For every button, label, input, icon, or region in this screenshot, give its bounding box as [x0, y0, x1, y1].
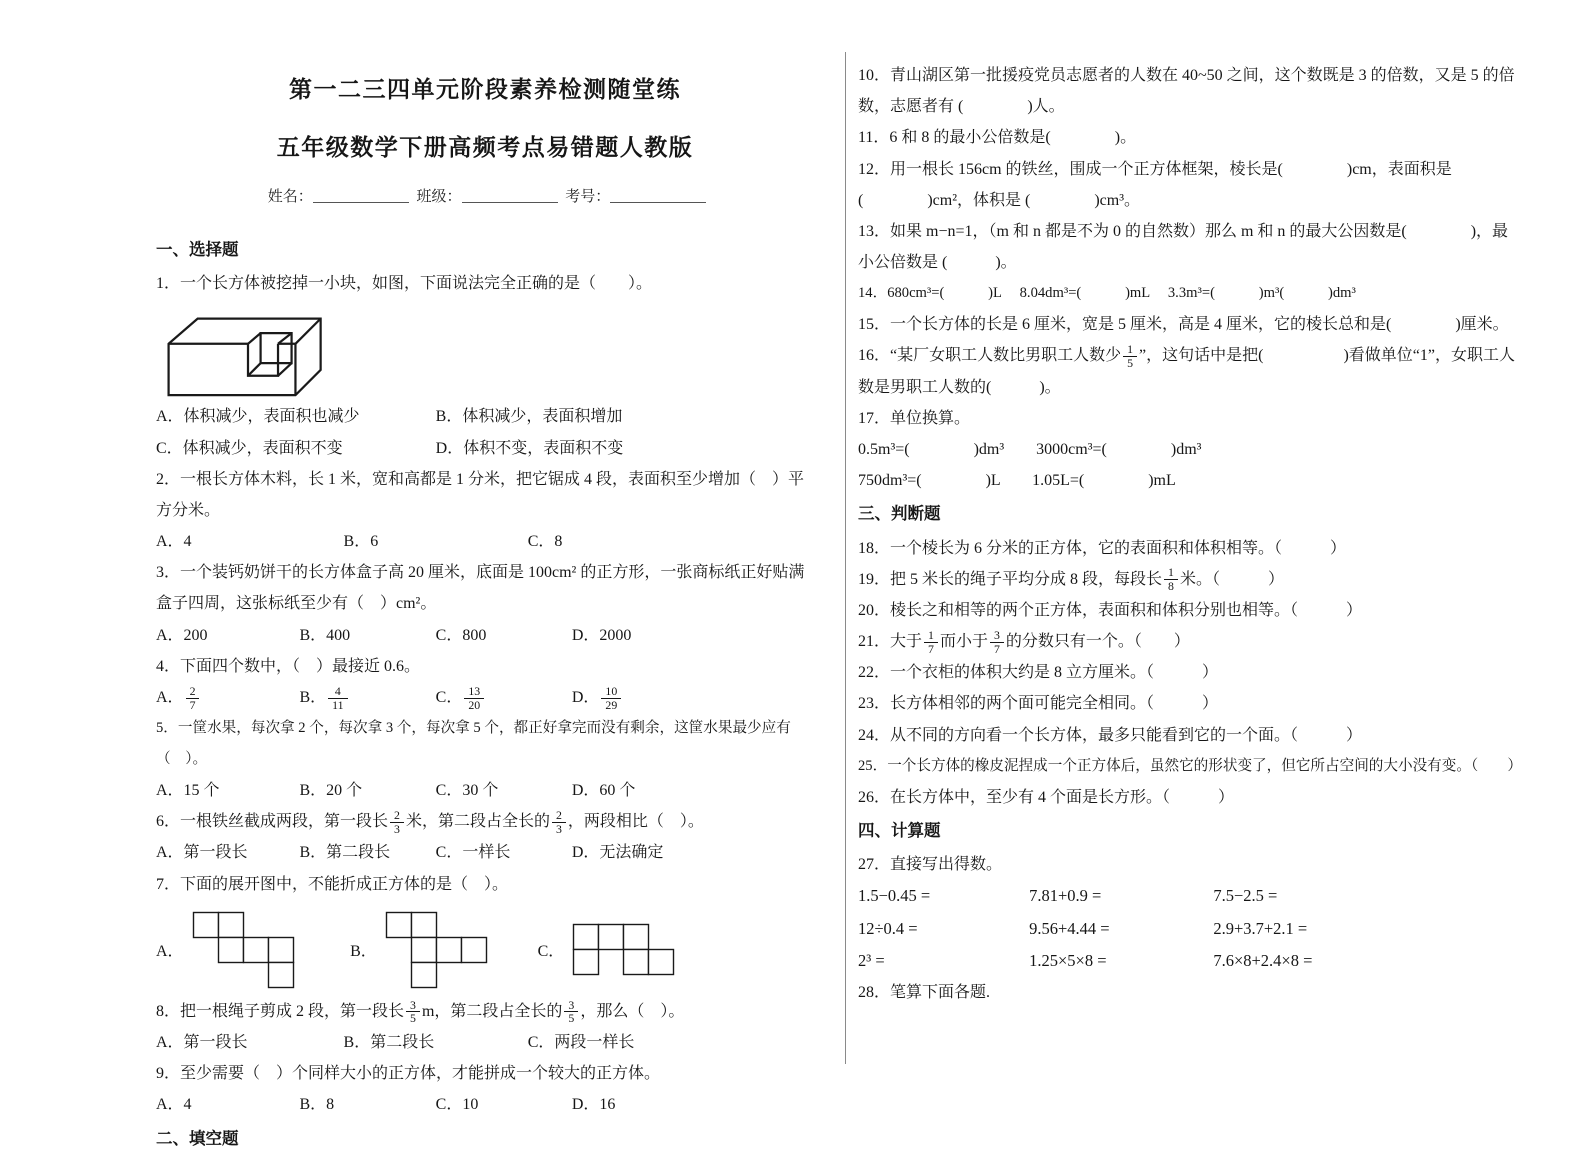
calc-expression: 2³ =: [858, 950, 885, 970]
question-text: [858, 340, 1516, 402]
text-run: D．16: [571, 1096, 616, 1114]
text-run: 9．至少需要（ ）个同样大小的正方体，才能拼成一个较大的正方体。: [156, 1065, 661, 1083]
option: [156, 775, 299, 806]
text-run: C．800: [435, 626, 487, 644]
option: [156, 433, 436, 464]
calc-expression: 9.56+4.44 =: [1029, 918, 1110, 938]
text-run: 22．一个衣柜的体积大约是 8 立方厘米。（ ）: [858, 664, 1219, 682]
option: [436, 620, 572, 651]
student-info-row: [156, 185, 814, 206]
net-option-label: C．: [537, 943, 565, 961]
text-run: 20．棱长之和相等的两个正方体，表面积和体积分别也相等。（ ）: [858, 601, 1363, 619]
fraction-numerator: 1: [1168, 565, 1174, 580]
text-run: 14．680cm³=( )L 8.04dm³=( )mL 3.3m³=( )m³( )dm³: [858, 285, 1356, 302]
option: [156, 401, 436, 432]
question-text: [858, 60, 1516, 122]
question-text: [858, 782, 1516, 813]
text-run: 6．一根铁丝截成两段，第一段长: [156, 813, 389, 831]
option: [436, 775, 572, 806]
question-text: [858, 626, 1516, 657]
text-run: 27．直接写出得数。: [858, 856, 1003, 874]
fraction-numerator: 2: [555, 808, 562, 823]
text-run: C．30 个: [435, 782, 499, 800]
option: [436, 433, 814, 464]
text-run: B．20 个: [299, 782, 363, 800]
fraction: [464, 685, 484, 712]
fraction-denominator: 5: [406, 1011, 420, 1025]
left-question-blocks: [156, 234, 814, 1155]
calc-expression: 7.81+0.9 =: [1029, 886, 1102, 906]
fraction: [1123, 343, 1137, 370]
text-run: D．体积不变，表面积不变: [435, 439, 624, 457]
cube-net-figure: [538, 906, 814, 994]
fraction: [924, 629, 938, 656]
text-run: 19．把 5 米长的绳子平均分成 8 段，每段长: [858, 570, 1163, 588]
option: [528, 526, 814, 557]
text-run: B．体积减少，表面积增加: [435, 408, 623, 426]
question-text: [858, 434, 1516, 465]
text-run: 0.5m³=( )dm³ 3000cm³=( )dm³: [858, 441, 1202, 458]
fraction-numerator: 3: [410, 997, 416, 1012]
fraction-denominator: 5: [1123, 356, 1137, 370]
column-divider: [845, 52, 846, 1064]
calc-expression: 7.5−2.5 =: [1213, 886, 1278, 906]
text-run: D．无法确定: [571, 844, 664, 862]
options-row: [156, 837, 814, 868]
fraction-denominator: 3: [390, 822, 404, 836]
net-option-label: B．: [350, 943, 377, 961]
fraction-denominator: 7: [990, 642, 1004, 656]
text-run: A．4: [156, 1096, 192, 1114]
text-run: 25．一个长方体的橡皮泥捏成一个正方体后，虽然它的形状变了，但它所占空间的大小没有变。（ ）: [858, 757, 1523, 774]
option: [156, 1027, 344, 1058]
fraction: [552, 809, 566, 836]
class-blank: [462, 187, 558, 203]
option: [436, 401, 814, 432]
text-run: 24．从不同的方向看一个长方体，最多只能看到它的一个面。（ ）: [858, 726, 1363, 744]
fraction-numerator: 3: [568, 997, 575, 1012]
cube-net-figure: [156, 906, 350, 994]
option: [572, 620, 814, 651]
calc-expression: 1.5−0.45 =: [858, 886, 931, 906]
text-run: A．体积减少，表面积也减少: [156, 408, 360, 426]
option: [572, 1089, 814, 1120]
section-heading: 二、填空题: [156, 1128, 239, 1148]
fraction-numerator: 2: [394, 808, 400, 823]
exam-no-label: 考号：: [565, 189, 611, 205]
text-run: 5．一筐水果，每次拿 2 个，每次拿 3 个，每次拿 5 个，都正好拿完而没有剩余，这筐水果最少应有（ ）。: [156, 720, 791, 768]
text-run: 28．笔算下面各题.: [858, 983, 991, 1001]
fraction-denominator: 7: [924, 642, 938, 656]
text-run: 11．6 和 8 的最小公倍数是( )。: [858, 129, 1137, 147]
text-run: 4．下面四个数中，（ ）最接近 0.6。: [156, 657, 421, 675]
fraction-numerator: 1: [1127, 342, 1134, 357]
option: [436, 837, 572, 868]
calc-expression: 12÷0.4 =: [858, 918, 918, 938]
fraction-numerator: 13: [468, 683, 481, 698]
text-run: D．: [571, 689, 600, 707]
net-option-label: A．: [156, 943, 184, 961]
question-text: [156, 1058, 814, 1089]
question-text: [156, 996, 814, 1027]
option: [299, 1089, 435, 1120]
text-run: 3．一个装钙奶饼干的长方体盒子高 20 厘米，底面是 100cm² 的正方形，一张商标纸正好贴满盒子四周，这张标纸至少有（ ）cm²。: [156, 564, 805, 613]
question-text: [858, 688, 1516, 719]
option: [572, 837, 814, 868]
text-run: A．: [156, 689, 184, 707]
fraction: [1164, 566, 1178, 593]
option: [344, 526, 528, 557]
options-row: [156, 682, 814, 713]
exam-no-blank: [610, 187, 706, 203]
question-text: [858, 849, 1516, 880]
fraction: [990, 629, 1004, 656]
fraction-numerator: 10: [605, 683, 618, 698]
calc-expression: 2.9+3.7+2.1 =: [1213, 918, 1308, 938]
text-run: 23．长方体相邻的两个面可能完全相同。（ ）: [858, 695, 1219, 713]
fraction: [390, 809, 404, 836]
text-run: 10．青山湖区第一批援疫党员志愿者的人数在 40~50 之间，这个数既是 3 的倍数，又是 5 的倍数，志愿者有 ( )人。: [858, 67, 1515, 116]
text-run: B．400: [299, 626, 351, 644]
options-row: [156, 620, 814, 651]
question-text: [858, 278, 1516, 309]
text-run: 21．大于: [858, 633, 923, 651]
text-run: 18．一个棱长为 6 分米的正方体，它的表面积和体积相等。（ ）: [858, 539, 1347, 557]
question-text: [858, 216, 1516, 278]
option: [572, 682, 814, 713]
fraction: [601, 685, 621, 712]
fraction-denominator: 20: [464, 698, 484, 712]
text-run: 的分数只有一个。（ ）: [1005, 633, 1190, 651]
options-row: [156, 1089, 814, 1120]
fraction: [564, 999, 578, 1026]
text-run: B．8: [299, 1096, 335, 1114]
text-run: A．15 个: [156, 782, 220, 800]
text-run: 13．如果 m−n=1，（m 和 n 都是不为 0 的自然数）那么 m 和 n 的最大公因数是( )，最小公倍数是 ( )。: [858, 222, 1509, 272]
left-column: [156, 58, 814, 1157]
fraction-numerator: 2: [189, 683, 196, 698]
option: [436, 1089, 572, 1120]
question-text: [858, 564, 1516, 595]
text-run: 7．下面的展开图中，不能折成正方体的是（ ）。: [156, 875, 509, 893]
option: [156, 1089, 299, 1120]
question-text: [858, 533, 1516, 564]
calc-row: [858, 880, 1516, 912]
fraction: [186, 685, 200, 712]
question-text: [858, 403, 1516, 434]
question-text: [156, 268, 814, 299]
text-run: 8．把一根绳子剪成 2 段，第一段长: [156, 1002, 405, 1020]
text-run: C．两段一样长: [527, 1034, 635, 1052]
cube-net-figure: [350, 906, 538, 994]
text-run: C．体积减少，表面积不变: [156, 439, 343, 457]
question-text: [858, 657, 1516, 688]
text-run: 17．单位换算。: [858, 409, 971, 427]
text-run: 1．一个长方体被挖掉一小块，如图，下面说法完全正确的是（ ）。: [156, 275, 653, 293]
fraction-denominator: 7: [186, 698, 200, 712]
right-column: [858, 58, 1523, 1008]
fraction-denominator: 29: [601, 698, 621, 712]
text-run: ，那么（ ）。: [580, 1002, 685, 1020]
fraction-denominator: 11: [328, 698, 347, 712]
calc-expression: 7.6×8+2.4×8 =: [1213, 950, 1313, 970]
question-text: [156, 806, 814, 837]
option: [156, 837, 299, 868]
section-heading: 三、判断题: [858, 504, 941, 524]
section-heading: 一、选择题: [156, 240, 239, 259]
fraction-numerator: 1: [928, 627, 934, 642]
fraction-denominator: 3: [552, 822, 566, 836]
question-text: [858, 465, 1516, 496]
text-run: D．2000: [571, 626, 632, 644]
text-run: C．: [435, 689, 463, 707]
text-run: C．8: [527, 533, 563, 551]
text-run: 15．一个长方体的长是 6 厘米，宽是 5 厘米，高是 4 厘米，它的棱长总和是( )厘米。: [858, 316, 1509, 334]
text-run: 而小于: [939, 633, 988, 651]
option: [344, 1027, 528, 1058]
text-run: B．第二段长: [299, 844, 391, 862]
exam-subtitle: 五年级数学下册高频考点易错题人教版: [276, 135, 694, 160]
text-run: 12．用一根长 156cm 的铁丝，围成一个正方体框架，棱长是( )cm，表面积是( )cm²，体积是 ( )cm³。: [858, 160, 1452, 209]
question-text: [858, 595, 1516, 626]
text-run: 2．一根长方体木料，长 1 米，宽和高都是 1 分米，把它锯成 4 段，表面积至少增加（ ）平方分米。: [156, 470, 805, 519]
calc-expression: 1.25×5×8 =: [1029, 950, 1107, 970]
name-label: 姓名：: [267, 189, 313, 205]
question-text: [156, 713, 814, 775]
text-run: 26．在长方体中，至少有 4 个面是长方形。（ ）: [858, 788, 1235, 806]
text-run: 16．“某厂女职工人数比男职工人数少: [858, 347, 1122, 365]
question-text: [858, 977, 1516, 1008]
text-run: A．4: [156, 533, 192, 551]
fraction-numerator: 3: [993, 627, 1000, 642]
options-row: [156, 401, 814, 432]
text-run: 750dm³=( )L 1.05L=( )mL: [858, 472, 1176, 490]
text-run: B．6: [343, 533, 379, 551]
options-row: [156, 526, 814, 557]
option: [156, 526, 344, 557]
options-row: [156, 433, 814, 464]
option: [299, 682, 435, 713]
name-blank: [313, 187, 409, 203]
text-run: 米，第二段占全长的: [405, 813, 550, 831]
option: [156, 682, 299, 713]
calc-row: [858, 913, 1516, 945]
question-text: [858, 751, 1523, 782]
text-run: B．第二段长: [343, 1034, 435, 1052]
option: [156, 620, 299, 651]
options-row: [156, 1027, 814, 1058]
text-run: C．一样长: [435, 844, 511, 862]
option: [299, 837, 435, 868]
option: [572, 775, 814, 806]
option: [436, 682, 572, 713]
question-text: [858, 122, 1516, 153]
options-row: [156, 775, 814, 806]
text-run: D．60 个: [571, 782, 636, 800]
class-label: 班级：: [416, 189, 462, 205]
exam-title: 第一二三四单元阶段素养检测随堂练: [289, 77, 681, 102]
calc-row: [858, 945, 1516, 977]
exam-header: [156, 71, 814, 206]
fraction-numerator: 4: [334, 683, 341, 698]
cube-nets-row: [156, 906, 814, 994]
fraction: [328, 685, 347, 712]
question-text: [156, 464, 814, 526]
right-question-blocks: [858, 60, 1523, 1008]
text-run: ”，这句话中是把( )看做单位“1”，女职工人数是男职工人数的( )。: [858, 347, 1515, 396]
text-run: A．200: [156, 626, 208, 644]
cuboid-figure: [160, 307, 814, 399]
text-run: A．第一段长: [156, 1034, 248, 1052]
question-text: [858, 154, 1516, 216]
question-text: [156, 557, 814, 619]
text-run: m，第二段占全长的: [421, 1002, 563, 1020]
text-run: A．第一段长: [156, 844, 248, 862]
fraction-denominator: 5: [564, 1011, 578, 1025]
text-run: 米。（ ）: [1179, 570, 1284, 588]
fraction-denominator: 8: [1164, 579, 1178, 593]
fraction: [406, 999, 420, 1026]
question-text: [156, 651, 814, 682]
text-run: C．10: [435, 1096, 479, 1114]
text-run: ，两段相比（ ）。: [567, 813, 704, 831]
question-text: [858, 309, 1516, 340]
option: [299, 620, 435, 651]
option: [299, 775, 435, 806]
option: [528, 1027, 814, 1058]
text-run: B．: [299, 689, 327, 707]
question-text: [858, 720, 1516, 751]
section-heading: 四、计算题: [858, 820, 941, 840]
question-text: [156, 869, 814, 900]
